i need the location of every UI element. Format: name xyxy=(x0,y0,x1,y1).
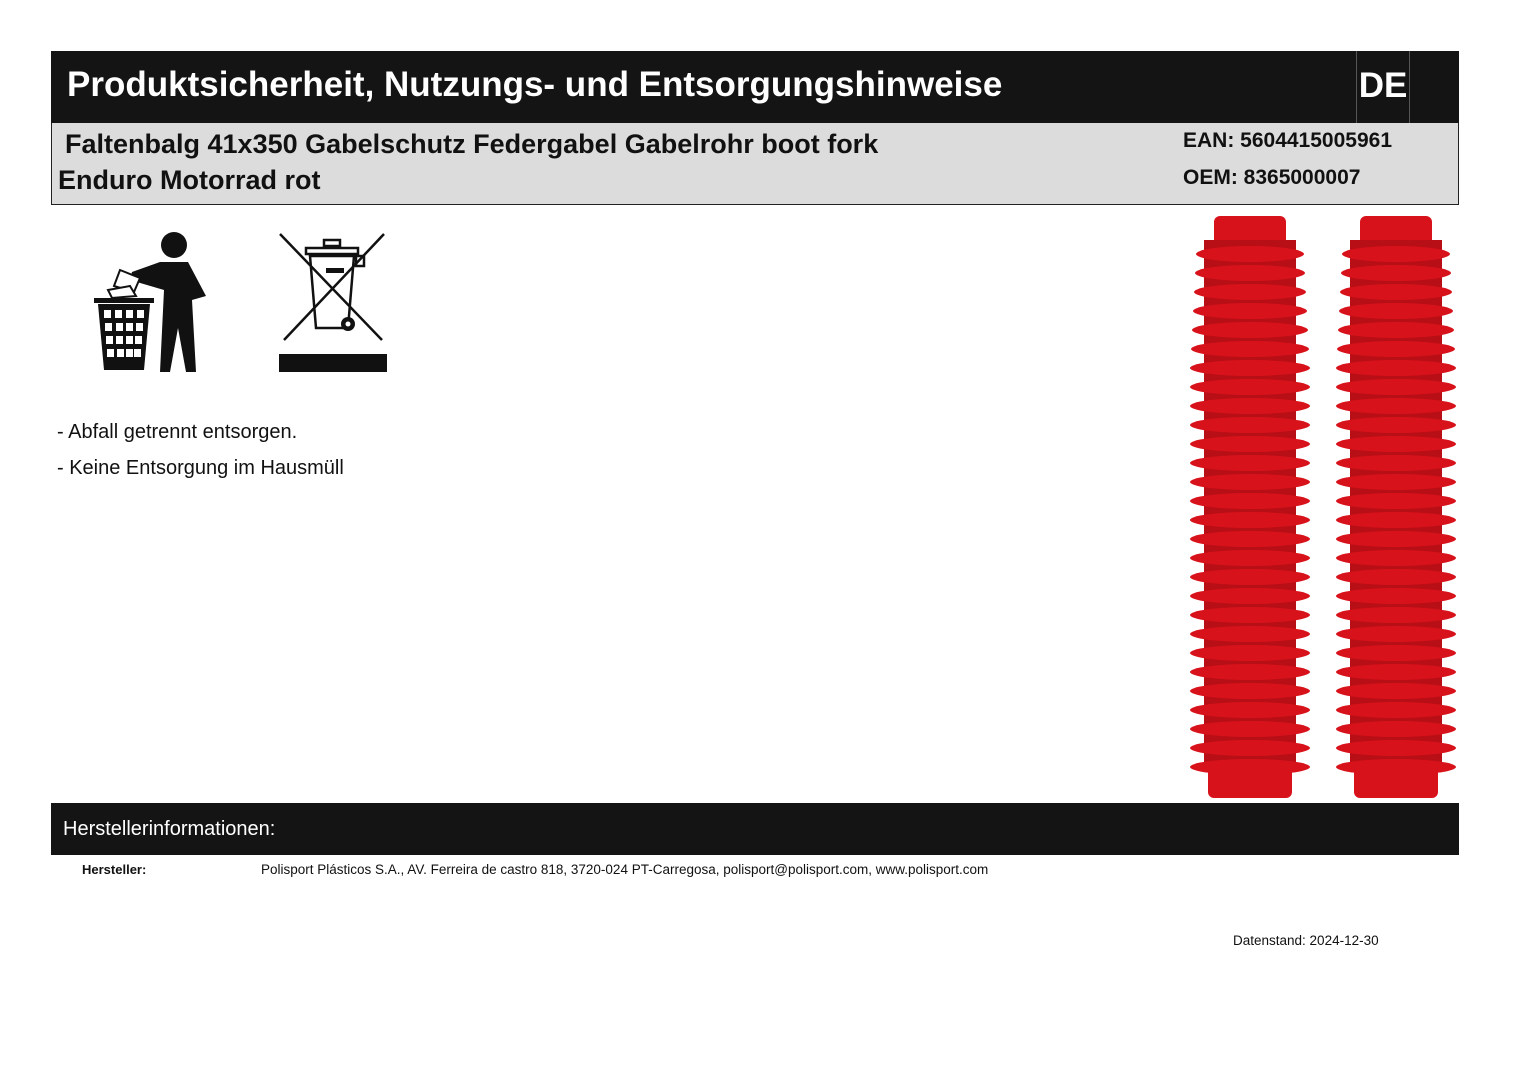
oem-code: OEM: 8365000007 xyxy=(1183,166,1361,189)
crossed-out-wheelie-bin-icon xyxy=(276,228,390,374)
manufacturer-label: Hersteller: xyxy=(82,862,147,877)
recycle-bin-person-icon xyxy=(90,228,210,376)
manufacturer-section-title: Herstellerinformationen: xyxy=(63,818,276,840)
data-date: Datenstand: 2024-12-30 xyxy=(1233,933,1379,948)
manufacturer-value: Polisport Plásticos S.A., AV. Ferreira de castro 818, 3720-024 PT-Carregosa, polisport@polisport.com, www.polisport.com xyxy=(261,862,989,877)
disposal-hints xyxy=(57,414,344,486)
manufacturer-section-header xyxy=(51,803,1459,855)
fork-boot xyxy=(1190,216,1310,798)
product-name-line1: Faltenbalg 41x350 Gabelschutz Federgabel Gabelrohr boot fork xyxy=(65,129,879,159)
product-header xyxy=(51,123,1459,205)
document-header xyxy=(51,51,1459,123)
fork-boot xyxy=(1336,216,1456,798)
product-image-fork-boots xyxy=(1180,210,1460,802)
language-badge: DE xyxy=(1356,51,1410,123)
hint-separate-disposal: - Abfall getrennt entsorgen. xyxy=(57,421,298,443)
page-title: Produktsicherheit, Nutzungs- und Entsorgungshinweise xyxy=(67,65,1003,104)
ean-code: EAN: 5604415005961 xyxy=(1183,129,1392,152)
hint-no-household-waste: - Keine Entsorgung im Hausmüll xyxy=(57,457,344,479)
product-name-line2: Enduro Motorrad rot xyxy=(58,165,321,195)
